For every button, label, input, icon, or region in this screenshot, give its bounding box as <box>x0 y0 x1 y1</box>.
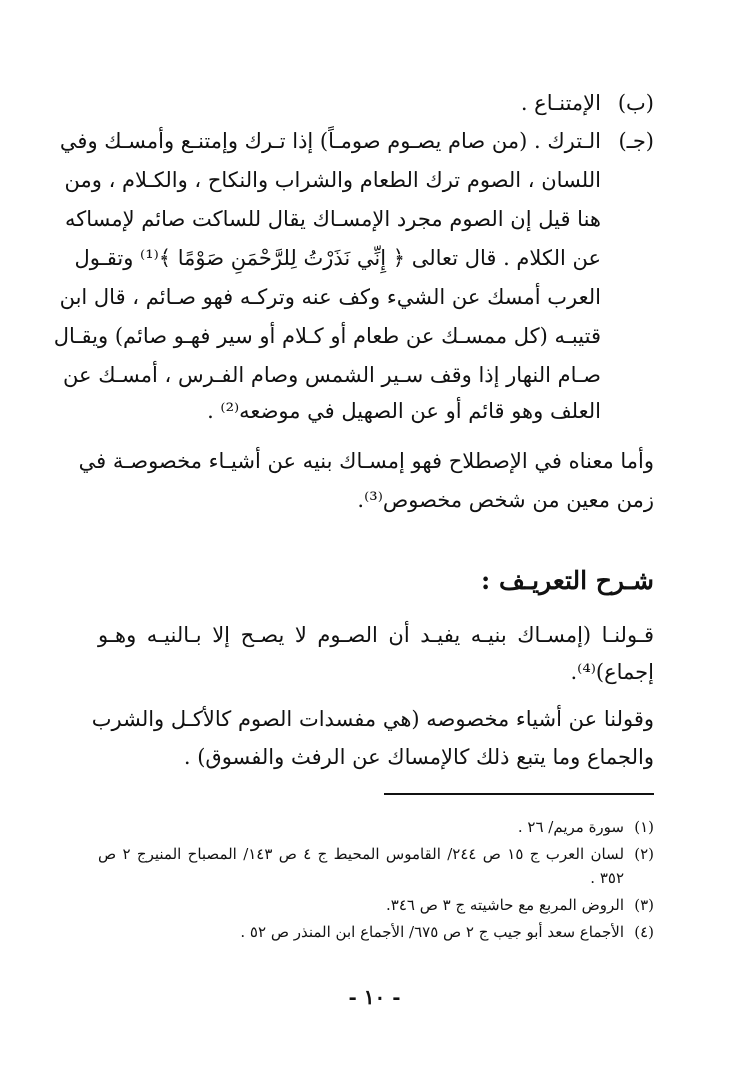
footnote-2-number: (٢) <box>634 845 655 863</box>
para2-line-2: والجماع وما يتبع ذلك كالإمساك عن الرفث والفسوق) . <box>183 745 654 769</box>
item-j-marker: (جـ) <box>618 129 654 153</box>
item-j-line-5: العرب أمسك عن الشيء وكف عنه وتركـه فهو صـائم ، قال ابن <box>59 285 601 309</box>
footnote-3-text: الروض المربع مع حاشيته ج ٣ ص ٣٤٦. <box>386 896 624 914</box>
page-number: - ١٠ - <box>348 985 401 1009</box>
footnote-4 <box>98 920 654 944</box>
item-b-marker: (ب) <box>617 91 654 115</box>
footnote-1 <box>98 815 654 839</box>
footnote-1-number: (١) <box>634 818 654 836</box>
item-j-line-2: اللسان ، الصوم ترك الطعام والشراب والنكاح ، والكـلام ، ومن <box>64 168 601 192</box>
footnote-2-continued: ٣٥٢ . <box>590 869 624 887</box>
item-j-line-3: هنا قيل إن الصوم مجرد الإمسـاك يقال للساكت صائم لإمساكه <box>64 207 601 231</box>
item-j-line-4-quran: عن الكلام . قال تعالى ﴿ إِنِّي نَذَرْتُ لِلرَّحْمَنِ صَوْمًا ﴾⁽¹⁾ وتقـول <box>74 246 601 270</box>
item-j-line-1: الـترك . (من صام يصـوم صومـاً) إذا تـرك وإمتنـع وأمسـك وفي <box>59 129 601 153</box>
footnote-2 <box>98 842 654 866</box>
technical-line-2: زمن معين من شخص مخصوص⁽³⁾. <box>357 488 654 512</box>
section-heading: شـرح التعريـف : <box>481 566 654 595</box>
item-j-line-7: صـام النهار إذا وقف سـير الشمس وصام الفـرس ، أمسـك عن <box>63 363 601 387</box>
footnote-2-text: لسان العرب ج ١٥ ص ٢٤٤/ القاموس المحيط ج ٤ ص ١٤٣/ المصباح المنيرج ٢ ص <box>98 845 625 863</box>
footnote-4-text: الأجماع سعد أبو جيب ج ٢ ص ٦٧٥/ الأجماع ابن المنذر ص ٥٢ . <box>240 923 624 941</box>
footnote-separator <box>384 793 654 795</box>
item-j-line-8: العلف وهو قائم أو عن الصهيل في موضعه⁽²⁾ . <box>207 399 601 423</box>
item-b-text: الإمتنـاع . <box>520 91 601 115</box>
technical-line-1: وأما معناه في الإصطلاح فهو إمسـاك بنيه عن أشيـاء مخصوصـة في <box>78 449 654 473</box>
footnote-1-text: سورة مريم/ ٢٦ . <box>517 818 624 836</box>
para2-line-1: وقولنا عن أشياء مخصوصه (هي مفسدات الصوم كالأكـل والشرب <box>91 707 654 731</box>
para1-line-1: قـولنـا (إمسـاك بنيـه يفيـد أن الصـوم لا يصـح إلا بـالنيـه وهـو <box>98 623 654 647</box>
footnote-3 <box>98 893 654 917</box>
para1-line-2: إجماع)⁽⁴⁾. <box>570 660 654 684</box>
item-j-line-6: قتيبـه (كل ممسـك عن طعام أو كـلام أو سير فهـو صائم) ويقـال <box>53 324 601 348</box>
footnote-4-number: (٤) <box>634 923 654 941</box>
footnote-3-number: (٣) <box>634 896 654 914</box>
